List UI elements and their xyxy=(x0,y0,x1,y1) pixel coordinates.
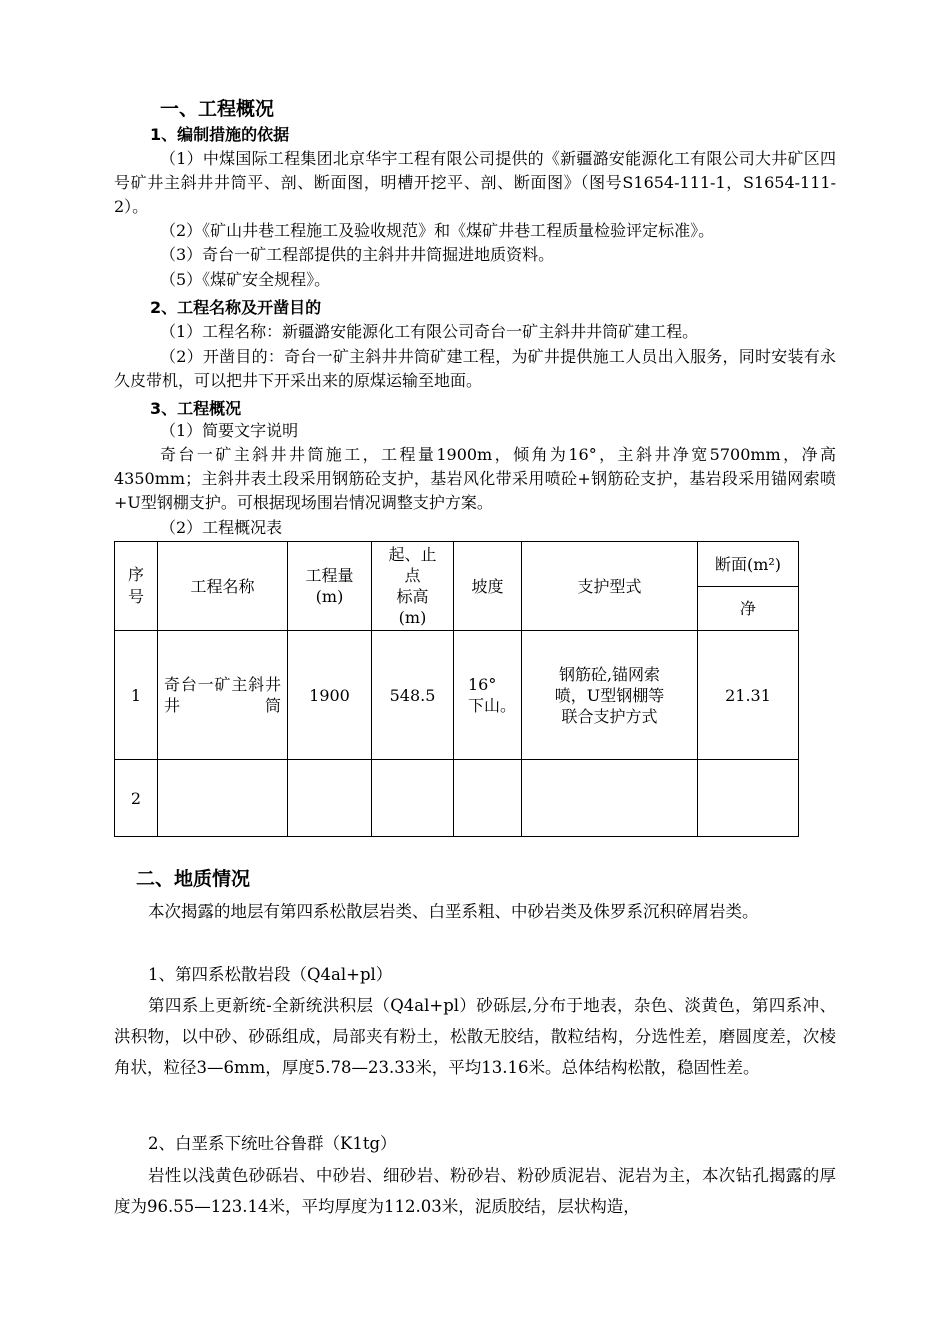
table-label: （2）工程概况表 xyxy=(160,518,283,537)
row1-support: 钢筋砼,锚网索喷，U型钢棚等联合支护方式 xyxy=(522,631,698,760)
sub1-item-4: （5）《煤矿安全规程》。 xyxy=(160,270,331,289)
header-elev: 起、止 点 标高 (m) xyxy=(372,542,454,631)
row2-support xyxy=(522,760,698,837)
header-qty: 工程量(m) xyxy=(288,542,372,631)
sub1-item-3: （3）奇台一矿工程部提供的主斜井井筒掘进地质资料。 xyxy=(160,245,555,264)
cretaceous-text: 岩性以浅黄色砂砾岩、中砂岩、细砂岩、粉砂岩、粉砂质泥岩、泥岩为主，本次钻孔揭露的厚度为96.55—123.14米，平均厚度为112.03米，泥质胶结，层状构造， xyxy=(114,1166,836,1216)
sub2-item-1: （1）工程名称：新疆潞安能源化工有限公司奇台一矿主斜井井筒矿建工程。 xyxy=(160,322,699,341)
row2-name xyxy=(158,760,288,837)
row1-qty: 1900 xyxy=(288,631,372,760)
header-support: 支护型式 xyxy=(522,542,698,631)
row1-elev: 548.5 xyxy=(372,631,454,760)
sub1-item-1: （1）中煤国际工程集团北京华宇工程有限公司提供的《新疆潞安能源化工有限公司大井矿区四号矿井主斜井井筒平、剖、断面图，明槽开挖平、剖、断面图》（图号S1654-111-1，S1654-111-2）。 xyxy=(114,149,836,216)
brief-text: 奇台一矿主斜井井筒施工，工程量1900m，倾角为16°，主斜井净宽5700mm，净高4350mm；主斜井表土段采用钢筋砼支护，基岩风化带采用喷砼+钢筋砼支护，基岩段采用锚网索喷+U型钢棚支护。可根据现场围岩情况调整支护方案。 xyxy=(114,445,836,512)
header-section: 断面(m²) xyxy=(698,542,799,587)
row1-name: 奇台一矿主斜井井筒 xyxy=(158,631,288,760)
table-row xyxy=(115,631,799,760)
header-slope: 坡度 xyxy=(454,542,522,631)
header-name: 工程名称 xyxy=(158,542,288,631)
table-header-row xyxy=(115,542,799,587)
row1-net: 21.31 xyxy=(698,631,799,760)
geology-intro: 本次揭露的地层有第四系松散层岩类、白垩系粗、中砂岩类及侏罗系沉积碎屑岩类。 xyxy=(148,902,759,921)
section2-title: 二、地质情况 xyxy=(136,868,251,890)
sub1-item-2: （2）《矿山井巷工程施工及验收规范》和《煤矿井巷工程质量检验评定标准》。 xyxy=(160,221,715,240)
cretaceous-title: 2、白垩系下统吐谷鲁群（K1tg） xyxy=(148,1134,397,1153)
row2-elev xyxy=(372,760,454,837)
row2-seq: 2 xyxy=(115,760,158,837)
sub2-item-2: （2）开凿目的：奇台一矿主斜井井筒矿建工程，为矿井提供施工人员出入服务，同时安装有永久皮带机，可以把井下开采出来的原煤运输至地面。 xyxy=(114,347,836,390)
sub3-title: 3、工程概况 xyxy=(150,399,242,418)
header-seq: 序号 xyxy=(115,542,158,631)
quaternary-title: 1、第四系松散岩段（Q4al+pl） xyxy=(148,965,393,984)
sub2-title: 2、工程名称及开凿目的 xyxy=(150,298,322,317)
quaternary-text: 第四系上更新统-全新统洪积层（Q4al+pl）砂砾层,分布于地表，杂色、淡黄色，第四系冲、洪积物，以中砂、砂砾组成，局部夹有粉土，松散无胶结，散粒结构，分选性差，磨圆度差，次棱角状，粒径3—6mm，厚度5.78—23.33米，平均13.16米。总体结构松散，稳固性差。 xyxy=(114,996,836,1077)
table-row xyxy=(115,760,799,837)
row2-qty xyxy=(288,760,372,837)
row2-slope xyxy=(454,760,522,837)
project-overview-table xyxy=(114,541,799,837)
section1-title: 一、工程概况 xyxy=(160,98,275,120)
row1-slope: 16° 下山。 xyxy=(454,631,522,760)
header-net: 净 xyxy=(698,587,799,631)
row2-net xyxy=(698,760,799,837)
row1-seq: 1 xyxy=(115,631,158,760)
sub1-title: 1、编制措施的依据 xyxy=(150,125,290,144)
brief-label: （1）简要文字说明 xyxy=(160,421,299,440)
